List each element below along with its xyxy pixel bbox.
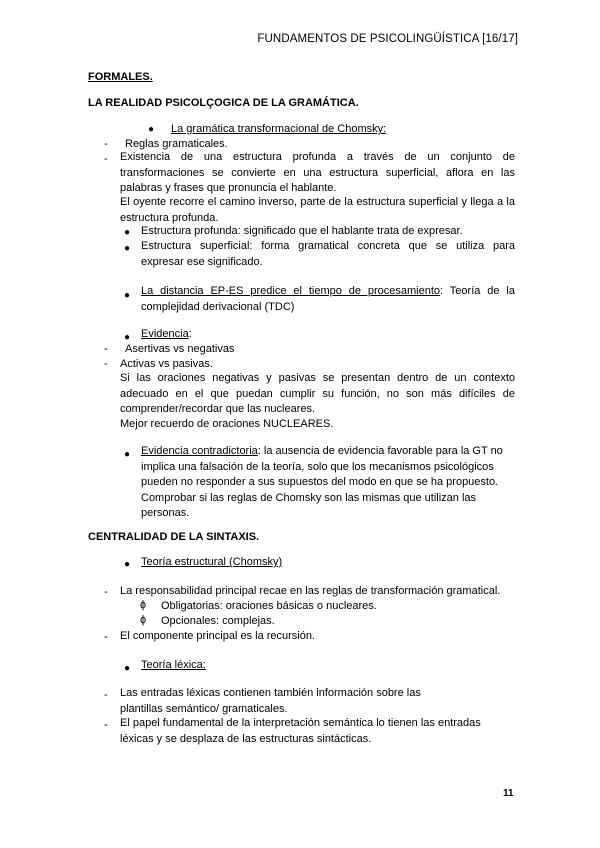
teoria-estructural-item-responsabilidad: La responsabilidad principal recae en las reglas de transformación gramatical. [120,585,501,597]
phi-icon: ɸ [140,599,147,611]
dash-icon: - [104,586,108,598]
evidencia-contradictoria-rest: : la ausencia de evidencia favorable para la GT no implica una falsación de la teoría, solo que los mecanismos psicológicos pueden no responder a sus supuestos del modo en que se ha propuesto. Comprobar si las reglas de Chomsky son las mismas que utilizan las personas. [141,445,503,519]
evidencia-title: Evidencia [141,328,189,340]
teoria-estructural-sub-obligatorias: Obligatorias: oraciones básicas o nucleares. [161,600,377,612]
bullet-icon: ● [124,243,131,254]
bullet-icon: ● [124,290,131,301]
bullet-icon: ● [148,124,155,135]
teoria-lexica-title: Teoría léxica: [141,659,206,671]
evidencia-item-activas: Activas vs pasivas. [120,358,213,370]
evidencia-paragraph: Si las oraciones negativas y pasivas se presentan dentro de un contexto adecuado en el que puedan cumplir su función, no son más difíciles de comprender/recordar que las nucleares. [120,372,515,415]
dash-icon: - [104,689,108,701]
evidencia-paragraph-2: Mejor recuerdo de oraciones NUCLEARES. [120,418,334,430]
evidencia-item-asertivas: Asertivas vs negativas [125,343,235,355]
evidencia-contradictoria-title: Evidencia contradictoria [141,445,258,457]
evidencia-colon: : [188,328,192,340]
bullet-icon: ● [124,663,131,674]
gt-item-oyente: El oyente recorre el camino inverso, parte de la estructura superficial y llega a la estructura profunda. [120,196,515,224]
distancia-title: La distancia EP-ES predice el tiempo de procesamiento [141,285,441,297]
dash-icon: - [104,719,108,731]
phi-icon: ɸ [140,614,147,626]
teoria-lexica-item-papel: El papel fundamental de la interpretación semántica lo tienen las entradas léxicas y se desplaza de las estructuras sintácticas. [120,717,481,745]
section-subtitle-realidad: LA REALIDAD PSICOLÇOGICA DE LA GRAMÁTICA. [88,97,359,109]
section-title-formales: FORMALES. [88,71,153,83]
bullet-icon: ● [124,227,131,238]
gt-title: La gramática transformacional de Chomsky: [171,123,387,135]
document-header: FUNDAMENTOS DE PSICOLINGÜÍSTICA [16/17] [257,33,518,45]
dash-icon: - [104,343,108,355]
bullet-icon: ● [124,449,131,460]
dash-icon: - [104,631,108,643]
gt-sub-superficial: Estructura superficial: forma gramatical concreta que se utiliza para expresar ese significado. [141,240,515,268]
dash-icon: - [104,153,108,165]
teoria-estructural-item-recursion: El componente principal es la recursión. [120,630,316,642]
page-number: 11 [503,788,514,799]
teoria-lexica-item-entradas: Las entradas léxicas contienen también información sobre las plantillas semántico/ gramaticales. [120,687,421,715]
dash-icon: - [104,138,108,150]
bullet-icon: ● [124,332,131,343]
bullet-icon: ● [124,559,131,570]
section-title-centralidad: CENTRALIDAD DE LA SINTAXIS. [88,531,260,543]
dash-icon: - [104,358,108,370]
gt-sub-profunda: Estructura profunda: significado que el hablante trata de expresar. [141,225,463,237]
evidencia-contradictoria-paragraph [141,444,509,522]
gt-item-reglas: Reglas gramaticales. [125,138,228,150]
distancia-paragraph [141,284,515,315]
evidencia-heading [141,328,192,340]
teoria-estructural-sub-opcionales: Opcionales: complejas. [161,615,275,627]
gt-item-estructura: Existencia de una estructura profunda a través de un conjunto de transformaciones se convierte en una estructura superficial, aflora en las palabras y frases que pronuncia el hablante. [120,151,515,194]
teoria-estructural-title: Teoría estructural (Chomsky) [141,556,283,568]
distancia-rest: : Teoría de la complejidad derivacional (TDC) [141,285,515,313]
